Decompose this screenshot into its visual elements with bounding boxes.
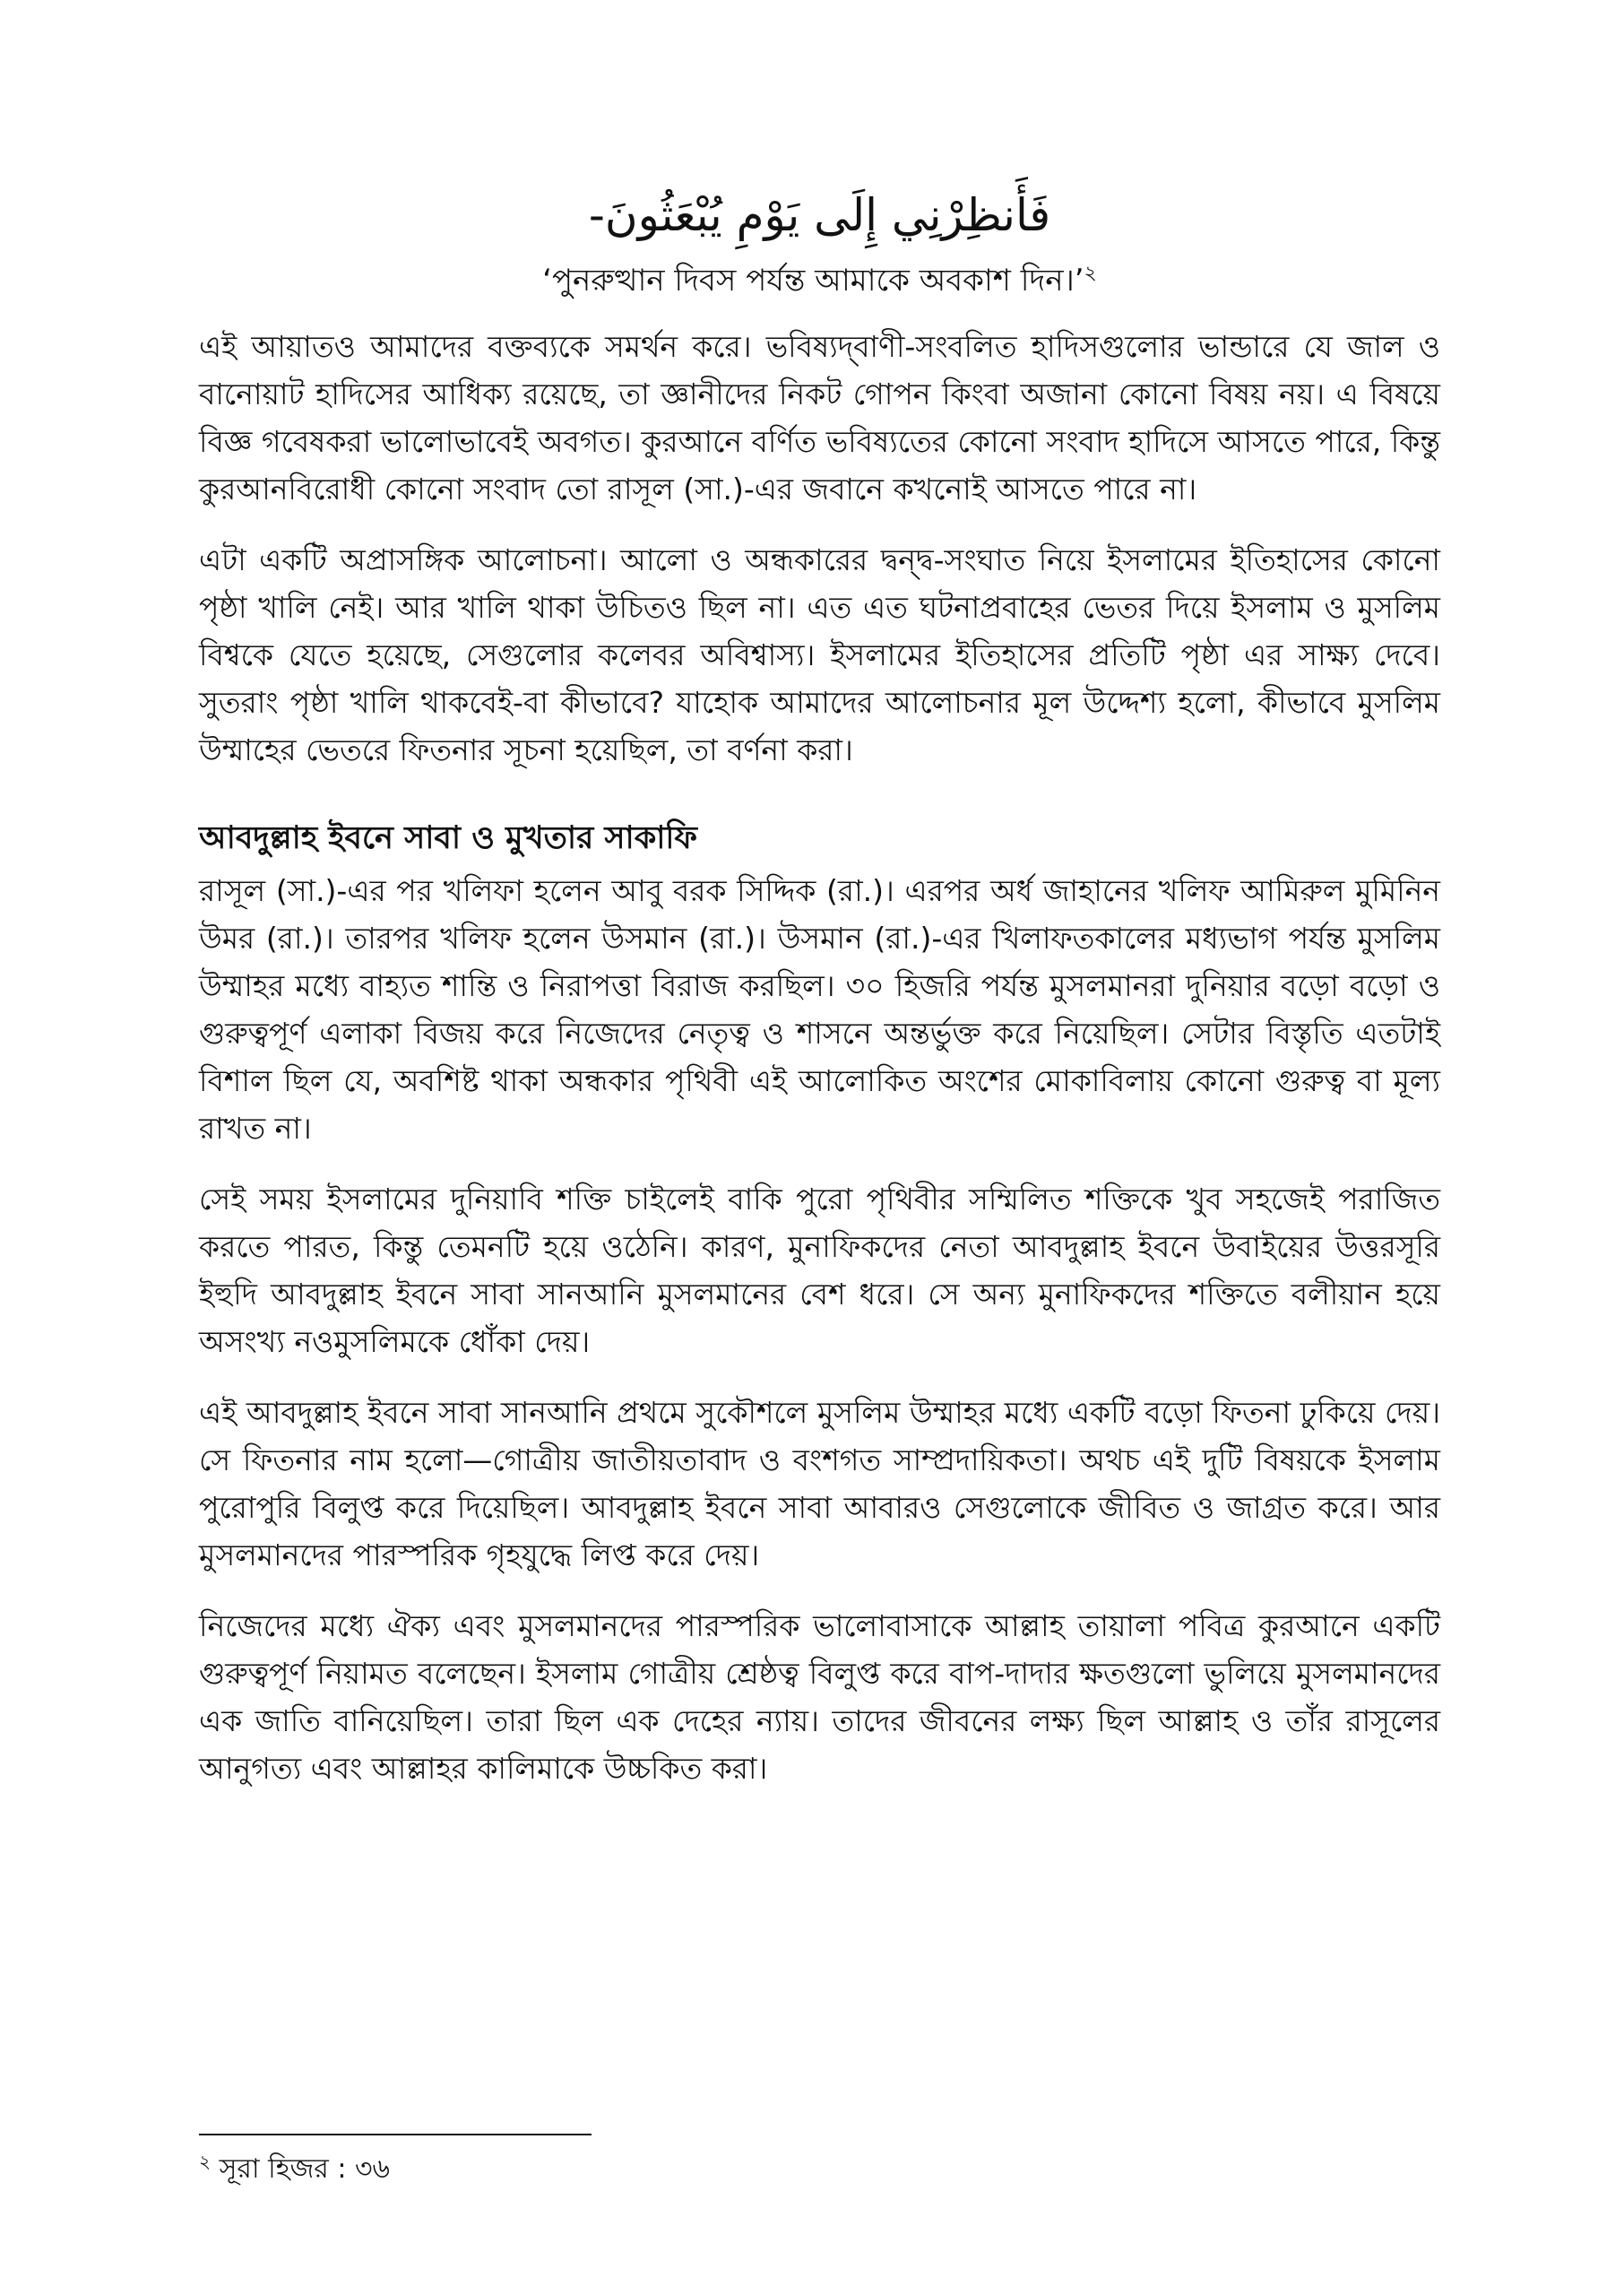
paragraph: এটা একটি অপ্রাসঙ্গিক আলোচনা। আলো ও অন্ধকারের দ্বন্দ্ব-সংঘাত নিয়ে ইসলামের ইতিহাসের কোনো পৃষ্ঠা খালি নেই। আর খালি থাকা উচিতও ছিল না। এত এত ঘটনাপ্রবাহের ভেতর দিয়ে ইসলাম ও মুসলিম বিশ্বকে যেতে হয়েছে, সেগুলোর কলেবর অবিশ্বাস্য। ইসলামের ইতিহাসের প্রতিটি পৃষ্ঠা এর সাক্ষ্য দেবে। সুতরাং পৃষ্ঠা খালি থাকবেই-বা কীভাবে? যাহোক আমাদের আলোচনার মূল উদ্দেশ্য হলো, কীভাবে মুসলিম উম্মাহের ভেতরে ফিতনার সূচনা হয়েছিল, তা বর্ণনা করা। xyxy=(199,542,1440,767)
footnote-divider xyxy=(199,2134,592,2135)
paragraph: এই আয়াতও আমাদের বক্তব্যকে সমর্থন করে। ভবিষ্যদ্‌বাণী-সংবলিত হাদিসগুলোর ভান্ডারে যে জাল ও বানোয়াট হাদিসের আধিক্য রয়েছে, তা জ্ঞানীদের নিকট গোপন কিংবা অজানা কোনো বিষয় নয়। এ বিষয়ে বিজ্ঞ গবেষকরা ভালোভাবেই অবগত। কুরআনে বর্ণিত ভবিষ্যতের কোনো সংবাদ হাদিসে আসতে পারে, কিন্তু কুরআনবিরোধী কোনো সংবাদ তো রাসূল (সা.)-এর জবানে কখনোই আসতে পারে না। xyxy=(199,329,1440,507)
paragraph: এই আবদুল্লাহ ইবনে সাবা সানআনি প্রথমে সুকৌশলে মুসলিম উম্মাহর মধ্যে একটি বড়ো ফিতনা ঢুকিয়ে দেয়। সে ফিতনার নাম হলো—গোত্রীয় জাতীয়তাবাদ ও বংশগত সাম্প্রদায়িকতা। অথচ এই দুটি বিষয়কে ইসলাম পুরোপুরি বিলুপ্ত করে দিয়েছিল। আবদুল্লাহ ইবনে সাবা আবারও সেগুলোকে জীবিত ও জাগ্রত করে। আর মুসলমানদের পারস্পরিক গৃহযুদ্ধে লিপ্ত করে দেয়। xyxy=(199,1395,1440,1572)
footnote-text: সূরা হিজর : ৩৬ xyxy=(219,2153,390,2185)
paragraph: রাসূল (সা.)-এর পর খলিফা হলেন আবু বরক সিদ্দিক (রা.)। এরপর অর্ধ জাহানের খলিফ আমিরুল মুমিনিন উমর (রা.)। তারপর খলিফ হলেন উসমান (রা.)। উসমান (রা.)-এর খিলাফতকালের মধ্যভাগ পর্যন্ত মুসলিম উম্মাহর মধ্যে বাহ্যত শান্তি ও নিরাপত্তা বিরাজ করছিল। ৩০ হিজরি পর্যন্ত মুসলমানরা দুনিয়ার বড়ো বড়ো ও গুরুত্বপূর্ণ এলাকা বিজয় করে নিজেদের নেতৃত্ব ও শাসনে অন্তর্ভুক্ত করে নিয়েছিল। সেটার বিস্তৃতি এতটাই বিশাল ছিল যে, অবশিষ্ট থাকা অন্ধকার পৃথিবী এই আলোকিত অংশের মোকাবিলায় কোনো গুরুত্ব বা মূল্য রাখত না। xyxy=(199,873,1440,1146)
footnote xyxy=(199,2150,390,2189)
page-content xyxy=(199,179,1440,1815)
section-heading: আবদুল্লাহ ইবনে সাবা ও মুখতার সাকাফি xyxy=(199,820,697,856)
verse-translation xyxy=(199,258,1440,303)
verse-translation-text: ‘পুনরুত্থান দিবস পর্যন্ত আমাকে অবকাশ দিন।’ xyxy=(542,263,1084,299)
paragraph: নিজেদের মধ্যে ঐক্য এবং মুসলমানদের পারস্পরিক ভালোবাসাকে আল্লাহ তায়ালা পবিত্র কুরআনে একটি গুরুত্বপূর্ণ নিয়ামত বলেছেন। ইসলাম গোত্রীয় শ্রেষ্ঠত্ব বিলুপ্ত করে বাপ-দাদার ক্ষতগুলো ভুলিয়ে মুসলমানদের এক জাতি বানিয়েছিল। তারা ছিল এক দেহের ন্যায়। তাদের জীবনের লক্ষ্য ছিল আল্লাহ ও তাঁর রাসূলের আনুগত্য এবং আল্লাহর কালিমাকে উচ্চকিত করা। xyxy=(199,1608,1440,1786)
footnote-reference: ২ xyxy=(1084,262,1097,285)
arabic-verse: فَأَنظِرْنِي إِلَى يَوْمِ يُبْعَثُونَ- xyxy=(588,189,1051,241)
footnote-marker: ২ xyxy=(199,2151,212,2172)
paragraph: সেই সময় ইসলামের দুনিয়াবি শক্তি চাইলেই বাকি পুরো পৃথিবীর সম্মিলিত শক্তিকে খুব সহজেই পরাজিত করতে পারত, কিন্তু তেমনটি হয়ে ওঠেনি। কারণ, মুনাফিকদের নেতা আবদুল্লাহ ইবনে উবাইয়ের উত্তরসূরি ইহুদি আবদুল্লাহ ইবনে সাবা সানআনি মুসলমানের বেশ ধরে। সে অন্য মুনাফিকদের শক্তিতে বলীয়ান হয়ে অসংখ্য নওমুসলিমকে ধোঁকা দেয়। xyxy=(199,1182,1440,1359)
